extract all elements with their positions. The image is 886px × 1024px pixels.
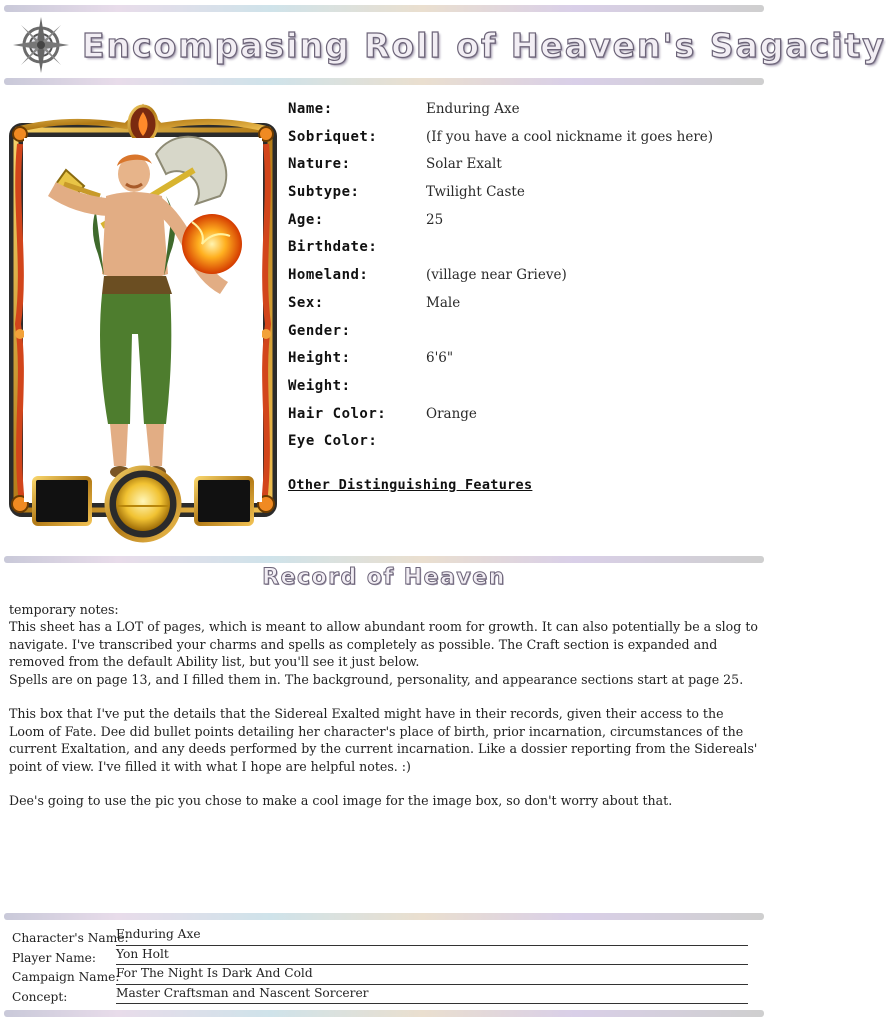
footer-character-name	[12, 928, 748, 948]
footer-player-name	[12, 948, 748, 968]
field-label: Hair Color:	[288, 405, 387, 422]
field-label: Name:	[288, 101, 333, 117]
field-label: Subtype:	[288, 184, 360, 201]
footer-value: Enduring Axe	[116, 927, 201, 941]
footer-value: For The Night Is Dark And Cold	[116, 966, 313, 981]
profile-fields	[288, 99, 758, 459]
field-name	[288, 99, 758, 127]
field-weight	[288, 376, 758, 404]
top-divider	[4, 5, 764, 12]
header-divider	[4, 78, 764, 85]
field-value: (village near Grieve)	[426, 267, 567, 284]
character-footer	[12, 928, 748, 1006]
compass-star-icon	[12, 16, 70, 74]
field-label: Sex:	[288, 294, 324, 311]
page-title: Encompasing Roll of Heaven's Sagacity	[82, 26, 886, 65]
footer-divider	[4, 913, 764, 920]
field-label: Weight:	[288, 377, 351, 394]
features-heading: Other Distinguishing Features	[288, 477, 533, 493]
field-eye-color	[288, 431, 758, 459]
footer-label: Concept:	[12, 989, 68, 1004]
field-value: Twilight Caste	[426, 184, 525, 201]
field-subtype	[288, 182, 758, 210]
character-portrait	[6, 104, 280, 544]
note-paragraph: This sheet has a LOT of pages, which is meant to allow abundant room for growth. It can also potentially be a slog to navigate. I've transcribed your charms and spells as completely as possible. The Craft section is expanded and removed from the default Ability list, but you'll see it just below.	[9, 619, 758, 670]
field-value: Enduring Axe	[426, 101, 520, 117]
field-age	[288, 210, 758, 238]
field-nature	[288, 154, 758, 182]
field-value: 6'6"	[426, 350, 454, 367]
field-label: Nature:	[288, 156, 351, 173]
footer-label: Player Name:	[12, 950, 96, 965]
field-label: Homeland:	[288, 267, 369, 284]
note-paragraph: temporary notes:	[9, 602, 119, 617]
field-value: Male	[426, 294, 461, 311]
field-label: Age:	[288, 211, 324, 228]
field-value: 25	[426, 211, 444, 228]
footer-campaign-name	[12, 967, 748, 987]
footer-label: Character's Name:	[12, 931, 129, 945]
note-spacer	[9, 688, 759, 705]
character-name-field[interactable]	[116, 928, 748, 946]
footer-concept	[12, 987, 748, 1007]
field-label: Height:	[288, 350, 351, 367]
campaign-name-field[interactable]	[116, 967, 748, 985]
field-value: Orange	[426, 405, 477, 422]
notes-box[interactable]	[9, 601, 759, 810]
player-name-field[interactable]	[116, 948, 748, 966]
record-divider	[4, 556, 764, 563]
note-paragraph: This box that I've put the details that the Sidereal Exalted might have in their records, given their access to the Loom of Fate. Dee did bullet points detailing her character's place of birth, prior incarnation, circumstances of the current Exaltation, and any deeds performed by the current incarnation. Like a dossier reporting from the Sidereals' point of view. I've filled it with what I hope are helpful notes. :)	[9, 706, 758, 774]
note-paragraph: Dee's going to use the pic you chose to make a cool image for the image box, so don't worry about that.	[9, 793, 673, 809]
note-paragraph: Spells are on page 13, and I filled them in. The background, personality, and appearance sections start at page 25.	[9, 671, 744, 687]
footer-value: Yon Holt	[116, 946, 169, 961]
field-label: Eye Color:	[288, 433, 378, 450]
footer-value: Master Craftsman and Nascent Sorcerer	[116, 985, 369, 1000]
record-title: Record of Heaven	[262, 565, 506, 590]
field-value: Solar Exalt	[426, 156, 502, 173]
concept-field[interactable]	[116, 987, 748, 1005]
footer-label: Campaign Name:	[12, 970, 120, 985]
field-label: Sobriquet:	[288, 128, 378, 145]
field-label: Birthdate:	[288, 239, 378, 256]
note-spacer	[9, 775, 759, 792]
bottom-divider	[4, 1010, 764, 1017]
field-sobriquet	[288, 127, 758, 155]
field-value: (If you have a cool nickname it goes here)	[426, 128, 714, 145]
field-hair-color	[288, 404, 758, 432]
field-birthdate	[288, 237, 758, 265]
field-homeland	[288, 265, 758, 293]
field-gender	[288, 321, 758, 349]
field-height	[288, 348, 758, 376]
sun-medallion-icon	[34, 468, 252, 540]
fireball-icon	[182, 214, 242, 274]
field-sex	[288, 293, 758, 321]
field-label: Gender:	[288, 322, 351, 339]
